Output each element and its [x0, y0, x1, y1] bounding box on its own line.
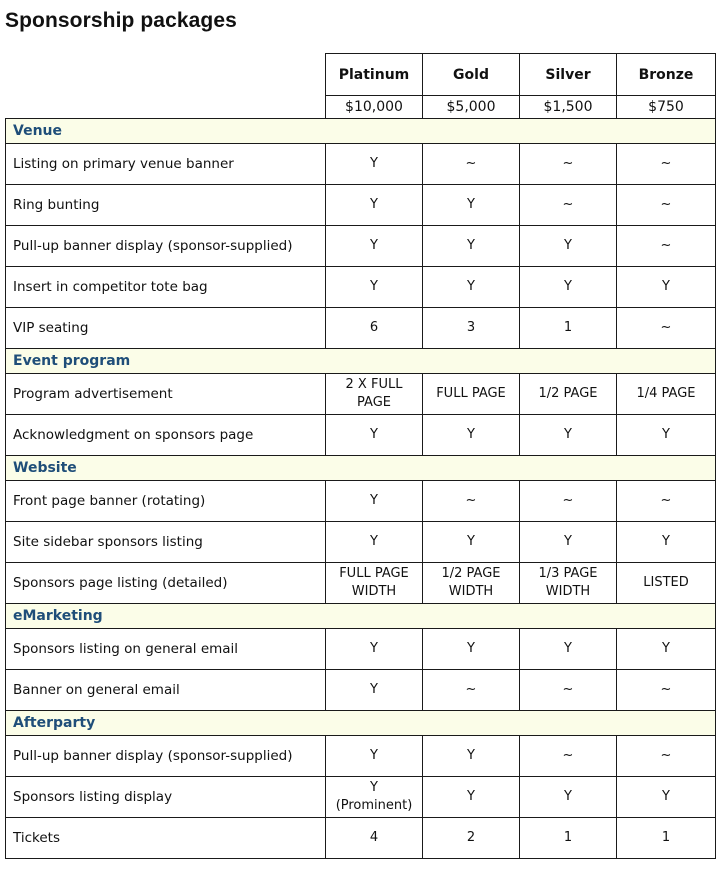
section-title: eMarketing [6, 604, 716, 629]
feature-value-bronze: ~ [617, 185, 716, 226]
feature-value-bronze: LISTED [617, 563, 716, 604]
feature-value-bronze: Y [617, 415, 716, 456]
feature-value-platinum: 4 [326, 818, 423, 859]
feature-value-platinum: 6 [326, 308, 423, 349]
section-title: Event program [6, 349, 716, 374]
feature-label: Sponsors page listing (detailed) [6, 563, 326, 604]
feature-value-bronze: Y [617, 629, 716, 670]
feature-label: Program advertisement [6, 374, 326, 415]
table-row [6, 374, 716, 415]
sponsorship-table [5, 53, 716, 859]
table-row [6, 670, 716, 711]
section-header-row [6, 711, 716, 736]
section-header-row [6, 349, 716, 374]
feature-value-bronze: 1/4 PAGE [617, 374, 716, 415]
feature-value-gold: Y [423, 522, 520, 563]
feature-value-gold: Y [423, 777, 520, 818]
table-row [6, 777, 716, 818]
table-row [6, 736, 716, 777]
feature-label: Sponsors listing on general email [6, 629, 326, 670]
feature-value-silver: ~ [520, 481, 617, 522]
feature-value-platinum: Y [326, 736, 423, 777]
feature-value-gold: ~ [423, 670, 520, 711]
table-row [6, 144, 716, 185]
feature-value-platinum: Y (Prominent) [326, 777, 423, 818]
feature-label: Insert in competitor tote bag [6, 267, 326, 308]
section-title: Venue [6, 119, 716, 144]
feature-value-bronze: ~ [617, 670, 716, 711]
feature-value-silver: ~ [520, 736, 617, 777]
feature-value-bronze: Y [617, 267, 716, 308]
tier-name-silver: Silver [520, 54, 617, 96]
feature-value-bronze: ~ [617, 736, 716, 777]
table-row [6, 308, 716, 349]
feature-value-platinum: Y [326, 522, 423, 563]
feature-value-gold: 3 [423, 308, 520, 349]
feature-value-bronze: ~ [617, 308, 716, 349]
table-row [6, 185, 716, 226]
feature-value-gold: Y [423, 185, 520, 226]
feature-value-silver: 1/2 PAGE [520, 374, 617, 415]
tier-price-silver: $1,500 [520, 96, 617, 119]
feature-value-gold: FULL PAGE [423, 374, 520, 415]
tier-price-platinum: $10,000 [326, 96, 423, 119]
feature-label: Ring bunting [6, 185, 326, 226]
feature-value-gold: ~ [423, 144, 520, 185]
feature-value-silver: Y [520, 267, 617, 308]
feature-label: Site sidebar sponsors listing [6, 522, 326, 563]
feature-label: VIP seating [6, 308, 326, 349]
feature-value-silver: ~ [520, 144, 617, 185]
feature-value-bronze: 1 [617, 818, 716, 859]
table-row [6, 522, 716, 563]
feature-value-silver: ~ [520, 670, 617, 711]
feature-label: Acknowledgment on sponsors page [6, 415, 326, 456]
section-title: Afterparty [6, 711, 716, 736]
tier-name-gold: Gold [423, 54, 520, 96]
section-header-row [6, 456, 716, 481]
feature-value-gold: Y [423, 736, 520, 777]
feature-value-bronze: Y [617, 522, 716, 563]
feature-value-silver: ~ [520, 185, 617, 226]
feature-label: Banner on general email [6, 670, 326, 711]
feature-value-gold: 2 [423, 818, 520, 859]
tier-name-platinum: Platinum [326, 54, 423, 96]
feature-value-silver: 1 [520, 308, 617, 349]
feature-value-silver: Y [520, 629, 617, 670]
feature-value-gold: 1/2 PAGE WIDTH [423, 563, 520, 604]
table-row [6, 818, 716, 859]
section-header-row [6, 604, 716, 629]
tier-header-row [6, 54, 716, 96]
feature-value-bronze: Y [617, 777, 716, 818]
feature-value-silver: Y [520, 522, 617, 563]
feature-value-platinum: Y [326, 670, 423, 711]
section-title: Website [6, 456, 716, 481]
feature-value-bronze: ~ [617, 144, 716, 185]
feature-value-silver: 1 [520, 818, 617, 859]
table-row [6, 481, 716, 522]
table-body [6, 119, 716, 859]
table-row [6, 226, 716, 267]
table-row [6, 415, 716, 456]
feature-value-platinum: Y [326, 144, 423, 185]
corner-cell [6, 54, 326, 119]
feature-value-platinum: 2 X FULL PAGE [326, 374, 423, 415]
feature-value-bronze: ~ [617, 481, 716, 522]
feature-value-platinum: Y [326, 629, 423, 670]
feature-value-bronze: ~ [617, 226, 716, 267]
table-row [6, 629, 716, 670]
tier-price-gold: $5,000 [423, 96, 520, 119]
feature-value-gold: Y [423, 226, 520, 267]
feature-value-silver: 1/3 PAGE WIDTH [520, 563, 617, 604]
feature-label: Listing on primary venue banner [6, 144, 326, 185]
feature-value-gold: Y [423, 415, 520, 456]
table-row [6, 563, 716, 604]
feature-value-gold: Y [423, 629, 520, 670]
tier-price-bronze: $750 [617, 96, 716, 119]
feature-label: Tickets [6, 818, 326, 859]
feature-value-platinum: Y [326, 267, 423, 308]
feature-label: Sponsors listing display [6, 777, 326, 818]
section-header-row [6, 119, 716, 144]
feature-value-silver: Y [520, 415, 617, 456]
page-title: Sponsorship packages [5, 9, 237, 32]
feature-value-silver: Y [520, 226, 617, 267]
feature-value-platinum: Y [326, 415, 423, 456]
feature-label: Pull-up banner display (sponsor-supplied) [6, 226, 326, 267]
tier-name-bronze: Bronze [617, 54, 716, 96]
feature-value-gold: ~ [423, 481, 520, 522]
feature-value-platinum: Y [326, 226, 423, 267]
feature-label: Front page banner (rotating) [6, 481, 326, 522]
feature-label: Pull-up banner display (sponsor-supplied) [6, 736, 326, 777]
feature-value-platinum: Y [326, 481, 423, 522]
feature-value-platinum: FULL PAGE WIDTH [326, 563, 423, 604]
feature-value-silver: Y [520, 777, 617, 818]
feature-value-platinum: Y [326, 185, 423, 226]
table-row [6, 267, 716, 308]
feature-value-gold: Y [423, 267, 520, 308]
